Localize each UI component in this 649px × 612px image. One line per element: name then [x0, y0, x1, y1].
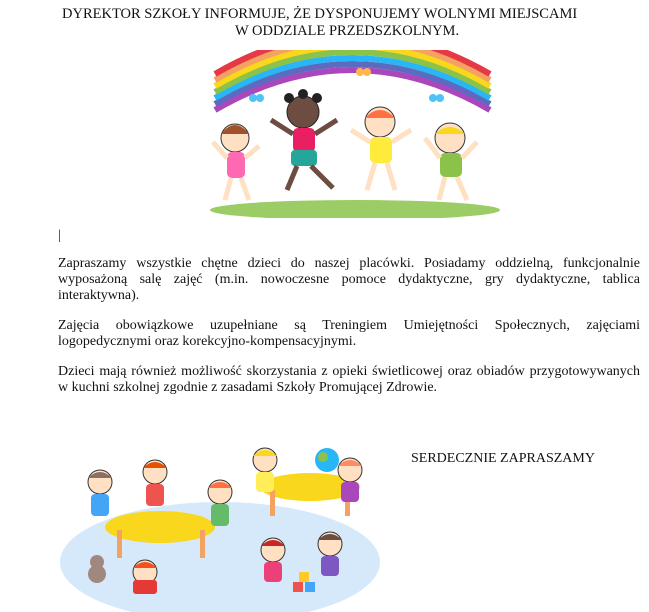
butterfly-icon [249, 94, 264, 102]
butterfly-icon [429, 94, 444, 102]
classroom-children-illustration [55, 432, 385, 612]
title-line-1: DYREKTOR SZKOŁY INFORMUJE, ŻE DYSPONUJEMY WOLNYMI MIEJSCAMI [62, 6, 578, 22]
paragraph-offer: Zapraszamy wszystkie chętne dzieci do naszej placówki. Posiadamy oddzielną, funkcjonalnie wyposażoną salę zajęć (m.in. nowoczesne pomoce dydaktyczne, gry dydaktyczne, tablica interaktywna). [58, 256, 640, 303]
closing-invitation: SERDECZNIE ZAPRASZAMY [411, 451, 595, 466]
text-cursor: | [58, 228, 61, 243]
paragraph-care: Dzieci mają również możliwość skorzystania z opieki świetlicowej oraz obiadów przygotowywanych w kuchni szkolnej zgodnie z zasadami Szkoły Promującej Zdrowie. [58, 364, 640, 395]
globe-icon [315, 448, 339, 472]
children-rainbow-illustration [205, 50, 500, 218]
paragraph-classes: Zajęcia obowiązkowe uzupełniane są Treningiem Umiejętności Społecznych, zajęciami logopedycznymi oraz korekcyjno-kompensacyjnymi. [58, 318, 640, 349]
teddy-bear-icon [88, 555, 106, 583]
title-line-2: W ODDZIALE PRZEDSZKOLNYM. [235, 23, 460, 39]
